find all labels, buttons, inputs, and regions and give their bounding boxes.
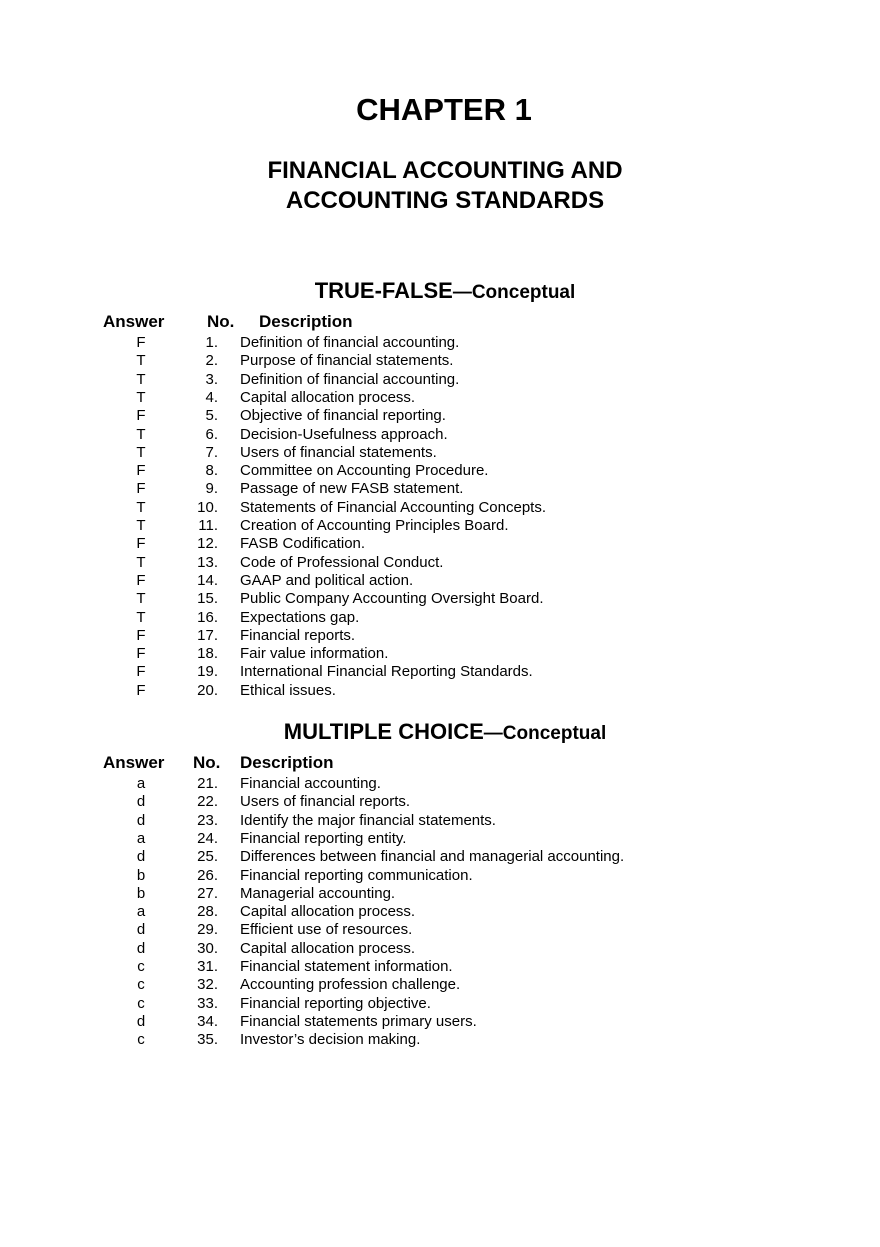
- table-row: [0, 645, 880, 663]
- number-cell: 32.: [197, 976, 218, 994]
- description-cell: Committee on Accounting Procedure.: [240, 462, 489, 480]
- description-cell: Purpose of financial statements.: [240, 352, 454, 370]
- description-cell: Fair value information.: [240, 645, 389, 663]
- number-cell: 16.: [197, 608, 218, 626]
- number-cell: 35.: [197, 1031, 218, 1049]
- description-cell: Objective of financial reporting.: [240, 407, 446, 425]
- number-cell: 15.: [197, 590, 218, 608]
- description-cell: Investor’s decision making.: [240, 1031, 421, 1049]
- description-cell: Accounting profession challenge.: [240, 976, 461, 994]
- answer-cell: T: [136, 590, 146, 608]
- number-cell: 25.: [197, 848, 218, 866]
- answer-cell: d: [136, 939, 146, 957]
- answer-cell: b: [136, 884, 146, 902]
- description-cell: Definition of financial accounting.: [240, 370, 460, 388]
- number-cell: 22.: [197, 793, 218, 811]
- number-cell: 4.: [205, 388, 218, 406]
- description-cell: Efficient use of resources.: [240, 921, 413, 939]
- table-row: [0, 352, 880, 370]
- table-row: [0, 572, 880, 590]
- number-cell: 5.: [205, 407, 218, 425]
- multiple-choice-col-answer: Answer: [103, 753, 165, 772]
- answer-cell: T: [136, 498, 146, 516]
- answer-cell: F: [136, 535, 146, 553]
- table-row: [0, 462, 880, 480]
- number-cell: 1.: [205, 334, 218, 351]
- answer-cell: c: [137, 976, 145, 994]
- answer-cell: T: [136, 425, 146, 443]
- true-false-heading-suffix: —Conceptual: [452, 282, 576, 303]
- number-cell: 11.: [198, 517, 218, 534]
- description-cell: Financial accounting.: [240, 775, 381, 792]
- description-cell: Differences between financial and managerial accounting.: [240, 848, 625, 866]
- table-row: [0, 517, 880, 535]
- table-row: [0, 426, 880, 444]
- description-cell: Public Company Accounting Oversight Board.: [240, 590, 544, 608]
- answer-cell: T: [136, 517, 146, 534]
- description-cell: Users of financial statements.: [240, 443, 437, 461]
- number-cell: 7.: [205, 443, 218, 461]
- description-cell: GAAP and political action.: [240, 571, 414, 589]
- number-cell: 20.: [197, 681, 218, 699]
- answer-cell: F: [136, 626, 146, 644]
- number-cell: 31.: [197, 958, 218, 975]
- table-row: [0, 682, 880, 700]
- table-row: [0, 444, 880, 462]
- number-cell: 29.: [197, 921, 218, 939]
- true-false-col-no: No.: [207, 312, 235, 331]
- number-cell: 18.: [197, 645, 218, 663]
- table-row: [0, 609, 880, 627]
- description-cell: Definition of financial accounting.: [240, 334, 460, 351]
- description-cell: Capital allocation process.: [240, 903, 416, 921]
- answer-cell: a: [136, 829, 146, 847]
- answer-cell: c: [137, 994, 145, 1012]
- description-cell: Creation of Accounting Principles Board.: [240, 517, 509, 534]
- true-false-heading: [0, 277, 880, 307]
- answer-cell: d: [136, 848, 146, 866]
- answer-cell: T: [136, 608, 146, 626]
- description-cell: Financial statement information.: [240, 958, 453, 975]
- description-cell: FASB Codification.: [240, 535, 366, 553]
- table-row: [0, 793, 880, 811]
- table-row: [0, 407, 880, 425]
- multiple-choice-heading-suffix: —Conceptual: [483, 723, 607, 744]
- description-cell: International Financial Reporting Standards.: [240, 663, 533, 681]
- description-cell: Statements of Financial Accounting Concepts.: [240, 498, 547, 516]
- number-cell: 17.: [197, 626, 218, 644]
- table-row: [0, 903, 880, 921]
- number-cell: 34.: [197, 1012, 218, 1030]
- answer-cell: T: [136, 388, 146, 406]
- description-cell: Ethical issues.: [240, 681, 336, 699]
- answer-cell: d: [136, 1012, 146, 1030]
- description-cell: Users of financial reports.: [240, 793, 411, 811]
- multiple-choice-col-no: No.: [193, 753, 221, 772]
- table-row: [0, 480, 880, 498]
- answer-cell: F: [136, 571, 146, 589]
- answer-cell: F: [136, 681, 146, 699]
- description-cell: Financial statements primary users.: [240, 1012, 477, 1030]
- chapter-subtitle-line-1: FINANCIAL ACCOUNTING AND: [267, 157, 623, 184]
- answer-cell: d: [136, 811, 146, 829]
- table-row: [0, 499, 880, 517]
- description-cell: Capital allocation process.: [240, 939, 416, 957]
- table-row: [0, 1031, 880, 1049]
- answer-cell: d: [136, 793, 146, 811]
- answer-cell: F: [136, 480, 146, 498]
- table-row: [0, 830, 880, 848]
- answer-cell: d: [136, 921, 146, 939]
- multiple-choice-col-description: Description: [240, 753, 334, 772]
- answer-cell: T: [136, 370, 146, 388]
- description-cell: Financial reporting entity.: [240, 829, 407, 847]
- description-cell: Code of Professional Conduct.: [240, 553, 444, 571]
- true-false-heading-main: TRUE-FALSE: [314, 278, 453, 303]
- chapter-title: CHAPTER 1: [356, 92, 532, 127]
- number-cell: 3.: [205, 370, 218, 388]
- number-cell: 6.: [205, 425, 218, 443]
- description-cell: Financial reports.: [240, 626, 356, 644]
- table-row: [0, 995, 880, 1013]
- number-cell: 30.: [197, 939, 218, 957]
- table-row: [0, 1013, 880, 1031]
- number-cell: 8.: [205, 462, 218, 480]
- true-false-col-answer: Answer: [103, 312, 165, 331]
- number-cell: 10.: [197, 498, 218, 516]
- table-row: [0, 554, 880, 572]
- multiple-choice-heading: [0, 718, 880, 748]
- answer-cell: F: [136, 645, 146, 663]
- answer-cell: a: [136, 903, 146, 921]
- table-row: [0, 590, 880, 608]
- multiple-choice-heading-main: MULTIPLE CHOICE: [283, 719, 484, 744]
- table-row: [0, 921, 880, 939]
- table-row: [0, 627, 880, 645]
- number-cell: 14.: [197, 571, 218, 589]
- table-row: [0, 663, 880, 681]
- answer-cell: a: [136, 775, 146, 792]
- number-cell: 33.: [197, 994, 218, 1012]
- chapter-subtitle-line-2: ACCOUNTING STANDARDS: [285, 187, 605, 214]
- table-row: [0, 958, 880, 976]
- number-cell: 23.: [197, 811, 218, 829]
- answer-cell: c: [137, 1031, 145, 1049]
- table-row: [0, 940, 880, 958]
- number-cell: 9.: [205, 480, 218, 498]
- answer-cell: F: [136, 462, 146, 480]
- number-cell: 27.: [197, 884, 218, 902]
- table-row: [0, 535, 880, 553]
- description-cell: Financial reporting communication.: [240, 866, 473, 884]
- answer-cell: b: [136, 866, 146, 884]
- table-row: [0, 775, 880, 793]
- description-cell: Financial reporting objective.: [240, 994, 431, 1012]
- description-cell: Decision-Usefulness approach.: [240, 425, 448, 443]
- table-row: [0, 867, 880, 885]
- number-cell: 2.: [205, 352, 218, 370]
- table-row: [0, 389, 880, 407]
- description-cell: Identify the major financial statements.: [240, 811, 496, 829]
- description-cell: Capital allocation process.: [240, 388, 416, 406]
- number-cell: 12.: [197, 535, 218, 553]
- answer-cell: F: [136, 407, 146, 425]
- table-row: [0, 848, 880, 866]
- number-cell: 26.: [197, 866, 218, 884]
- answer-cell: T: [136, 553, 146, 571]
- answer-cell: F: [136, 663, 146, 681]
- true-false-col-description: Description: [259, 312, 353, 331]
- table-row: [0, 371, 880, 389]
- answer-cell: F: [136, 334, 146, 351]
- number-cell: 28.: [197, 903, 218, 921]
- table-row: [0, 976, 880, 994]
- description-cell: Passage of new FASB statement.: [240, 480, 464, 498]
- chapter-subtitle: [0, 156, 880, 216]
- number-cell: 13.: [197, 553, 218, 571]
- number-cell: 21.: [197, 775, 218, 792]
- number-cell: 19.: [197, 663, 218, 681]
- description-cell: Managerial accounting.: [240, 884, 396, 902]
- table-row: [0, 334, 880, 352]
- table-row: [0, 885, 880, 903]
- answer-cell: T: [136, 443, 146, 461]
- answer-cell: c: [137, 958, 145, 975]
- table-row: [0, 812, 880, 830]
- number-cell: 24.: [197, 829, 218, 847]
- description-cell: Expectations gap.: [240, 608, 360, 626]
- answer-cell: T: [136, 352, 146, 370]
